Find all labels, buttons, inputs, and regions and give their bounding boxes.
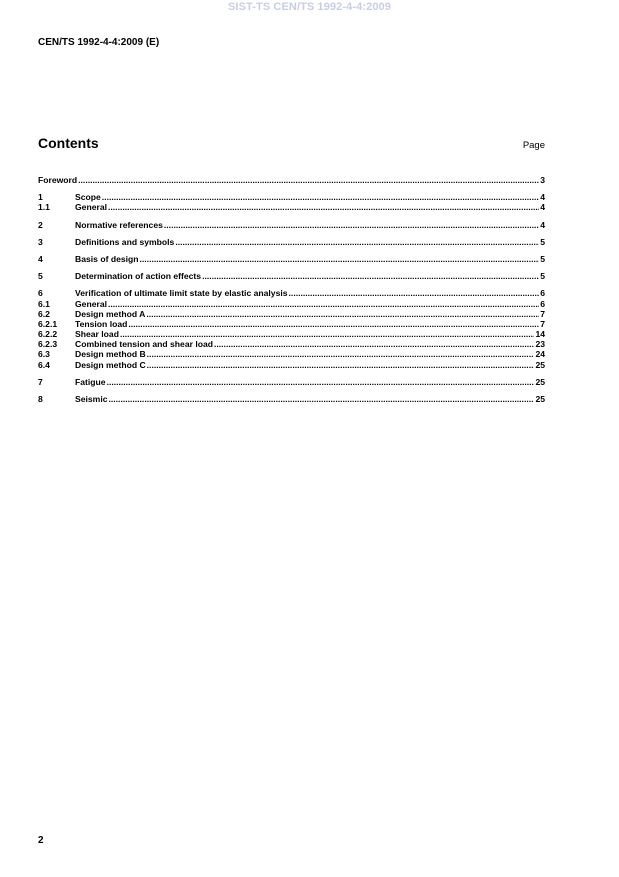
toc-entry-number: 7	[38, 376, 43, 387]
contents-heading: Contents	[38, 135, 99, 151]
toc-entry-title: Seismic	[75, 394, 108, 404]
toc-entry[interactable]	[38, 271, 545, 281]
toc-entry[interactable]	[38, 175, 545, 185]
toc-entry-title: General	[75, 202, 108, 213]
toc-entry-number: 6.1	[38, 298, 50, 309]
toc-entry-title: Design method B	[75, 349, 146, 360]
toc-entry[interactable]	[38, 237, 545, 247]
toc-entry-title: Design method A	[75, 308, 146, 319]
document-reference: CEN/TS 1992-4-4:2009 (E)	[38, 37, 160, 48]
toc-leader-dots	[289, 288, 540, 298]
toc-entry-number: 6	[38, 288, 43, 299]
toc-entry-number: 6.2.1	[38, 318, 58, 329]
toc-entry[interactable]	[38, 288, 545, 298]
toc-entry[interactable]	[38, 339, 545, 349]
toc-entry-title: Shear load	[75, 329, 119, 340]
toc-entry[interactable]	[38, 202, 545, 212]
toc-entry-page: 5	[540, 236, 545, 247]
toc-entry-page: 4	[540, 192, 545, 203]
toc-entry[interactable]	[38, 329, 545, 339]
toc-entry[interactable]	[38, 192, 545, 202]
toc-entry-number: 6.4	[38, 359, 50, 370]
toc-entry-page: 5	[540, 271, 545, 282]
toc-entry-number: 8	[38, 394, 43, 404]
toc-entry-title: Verification of ultimate limit state by elastic analysis	[75, 288, 288, 299]
toc-leader-dots	[147, 349, 535, 359]
toc-entry-title: Definitions and symbols	[75, 236, 175, 247]
toc-entry-page: 7	[540, 308, 545, 319]
toc-entry[interactable]	[38, 254, 545, 264]
toc-entry-page: 7	[540, 318, 545, 329]
toc-entry-page: 3	[540, 175, 545, 185]
toc-entry-title: Combined tension and shear load	[75, 339, 213, 350]
toc-entry[interactable]	[38, 349, 545, 359]
toc-entry-number: 6.2.3	[38, 339, 58, 350]
toc-entry-page: 4	[540, 202, 545, 213]
toc-entry-title: Determination of action effects	[75, 271, 202, 282]
toc-entry-page: 25	[535, 359, 545, 370]
watermark: SIST-TS CEN/TS 1992-4-4:2009	[228, 1, 391, 13]
toc-entry[interactable]	[38, 299, 545, 309]
toc-leader-dots	[146, 309, 539, 319]
toc-entry[interactable]	[38, 394, 545, 404]
page-number: 2	[38, 835, 44, 846]
toc-entry-number: 6.3	[38, 349, 50, 360]
toc-entry-title: Tension load	[75, 318, 128, 329]
toc-entry-title: Normative references	[75, 219, 163, 230]
toc-leader-dots	[140, 254, 540, 264]
toc-entry-page: 14	[535, 329, 545, 340]
toc-leader-dots	[78, 175, 539, 185]
toc-entry-page: 23	[535, 339, 545, 350]
toc-entry-title: General	[75, 298, 108, 309]
toc-leader-dots	[120, 329, 534, 339]
toc-entry-title: Fatigue	[75, 376, 106, 387]
toc-entry-number: 6.2.2	[38, 329, 58, 340]
toc-leader-dots	[102, 192, 539, 202]
toc-leader-dots	[107, 377, 535, 387]
page-column-label: Page	[522, 140, 545, 151]
toc-entry-number: 1.1	[38, 202, 50, 213]
toc-entry-title: Scope	[75, 192, 101, 203]
toc-leader-dots	[147, 360, 535, 370]
toc-entry-page: 24	[535, 349, 545, 360]
toc-entry-page: 4	[540, 219, 545, 230]
toc-entry[interactable]	[38, 319, 545, 329]
toc-entry[interactable]	[38, 309, 545, 319]
table-of-contents	[38, 175, 545, 404]
toc-entry-page: 5	[540, 253, 545, 264]
toc-entry-title: Basis of design	[75, 253, 139, 264]
toc-entry-number: 6.2	[38, 308, 50, 319]
toc-entry-page: 6	[540, 288, 545, 299]
toc-entry[interactable]	[38, 220, 545, 230]
toc-entry[interactable]	[38, 377, 545, 387]
toc-entry-title: Foreword	[38, 175, 78, 185]
toc-entry-number: 2	[38, 219, 43, 230]
toc-leader-dots	[164, 220, 539, 230]
toc-leader-dots	[214, 339, 534, 349]
toc-entry-page: 25	[535, 394, 545, 404]
toc-leader-dots	[128, 319, 539, 329]
toc-leader-dots	[109, 394, 535, 404]
toc-entry[interactable]	[38, 360, 545, 370]
toc-entry-number: 4	[38, 253, 43, 264]
toc-leader-dots	[108, 299, 539, 309]
toc-leader-dots	[175, 237, 539, 247]
toc-entry-number: 5	[38, 271, 43, 282]
toc-entry-page: 6	[540, 298, 545, 309]
toc-leader-dots	[108, 202, 539, 212]
toc-entry-number: 1	[38, 192, 43, 203]
toc-entry-number: 3	[38, 236, 43, 247]
toc-leader-dots	[202, 271, 539, 281]
toc-entry-title: Design method C	[75, 359, 146, 370]
toc-entry-page: 25	[535, 376, 545, 387]
